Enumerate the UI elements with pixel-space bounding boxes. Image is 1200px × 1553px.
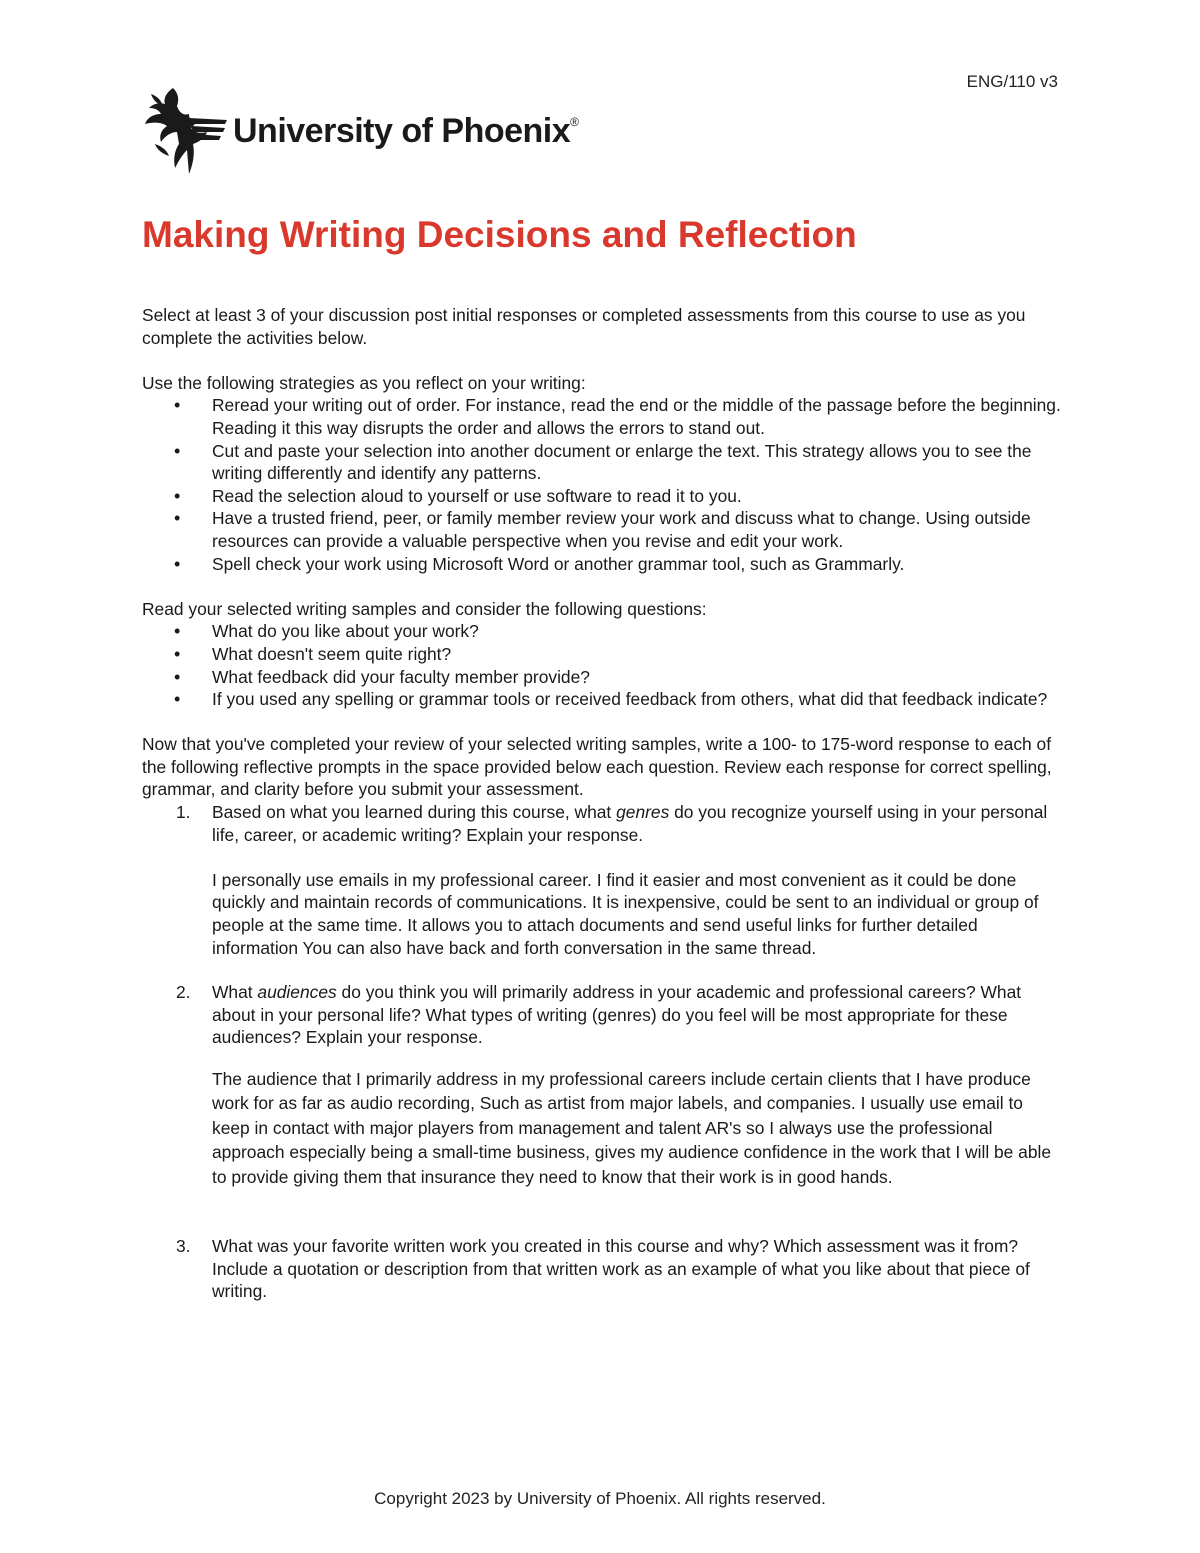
answer-text: The audience that I primarily address in my professional careers include certain clients that I have produce work for as far as audio recording, Such as artist from major labels, and companies. I usually use email to keep in contact with major players from management and talent AR's so I always use the professional approach especially being a small-time business, gives my audience confidence in the work that I will be able to provide giving them that insurance they need to know that their work is in good hands.	[212, 1069, 1052, 1187]
list-item: • Have a trusted friend, peer, or family member review your work and discuss what to change. Using outside resources can provide a valuable perspective when you revise and edit your work.	[142, 507, 1062, 552]
question-emphasis: genres	[616, 802, 670, 823]
questions-list	[142, 801, 1062, 1303]
instructions-paragraph: Now that you've completed your review of your selected writing samples, write a 100- to 175-word response to each of the following reflective prompts in the space provided below each question. Review each response for correct spelling, grammar, and clarity before you submit your assessment.	[142, 734, 1052, 800]
question-text: What audiences do you think you will primarily address in your academic and professional careers? What about in your personal life? What types of writing (genres) do you feel will be most appropriate for these audiences? Explain your response.	[212, 982, 1022, 1048]
copyright-footer: Copyright 2023 by University of Phoenix. All rights reserved.	[374, 1489, 826, 1508]
consider-lead: Read your selected writing samples and consider the following questions:	[142, 598, 707, 619]
question-number: 2.	[176, 982, 191, 1003]
question-text: What was your favorite written work you created in this course and why? Which assessment was it from? Include a quotation or description from that written work as an example of what you like about that piece of writing.	[212, 1236, 1030, 1302]
question-number: 1.	[176, 802, 191, 823]
question-2	[142, 981, 1062, 1189]
phoenix-bird-icon	[143, 84, 227, 178]
document-body	[142, 304, 1062, 1303]
list-item: • What doesn't seem quite right?	[142, 643, 1062, 666]
list-item: • Spell check your work using Microsoft Word or another grammar tool, such as Grammarly.	[142, 553, 1062, 576]
question-text: Based on what you learned during this course, what genres do you recognize yourself using in your personal life, career, or academic writing? Explain your response.	[212, 802, 1048, 845]
intro-paragraph: Select at least 3 of your discussion post initial responses or completed assessments from this course to use as you complete the activities below.	[142, 305, 1026, 348]
page-title: Making Writing Decisions and Reflection	[142, 214, 857, 255]
course-code: ENG/110 v3	[966, 72, 1058, 91]
answer-text: I personally use emails in my professional career. I find it easier and most convenient as it could be done quickly and maintain records of communications. It is inexpensive, could be sent to an individual or group of people at the same time. It allows you to attach documents and send useful links for further detailed information You can also have back and forth conversation in the same thread.	[212, 869, 1039, 958]
consider-list	[142, 620, 1062, 710]
list-item: • What feedback did your faculty member provide?	[142, 666, 1062, 689]
list-item: • Cut and paste your selection into another document or enlarge the text. This strategy allows you to see the writing differently and identify any patterns.	[142, 440, 1062, 485]
list-item: • Read the selection aloud to yourself or use software to read it to you.	[142, 485, 1062, 508]
list-item: • If you used any spelling or grammar tools or received feedback from others, what did that feedback indicate?	[142, 688, 1062, 711]
logo-name: University of Phoenix	[233, 112, 571, 150]
university-logo	[143, 84, 579, 180]
question-number: 3.	[176, 1236, 191, 1257]
list-item: • What do you like about your work?	[142, 620, 1062, 643]
registered-mark: ®	[570, 114, 579, 129]
question-emphasis: audiences	[257, 982, 337, 1003]
list-item: • Reread your writing out of order. For instance, read the end or the middle of the passage before the beginning. Reading it this way disrupts the order and allows the errors to stand out.	[142, 394, 1062, 439]
question-1	[142, 801, 1062, 959]
strategies-list	[142, 394, 1062, 575]
question-3	[142, 1235, 1062, 1303]
strategies-lead: Use the following strategies as you reflect on your writing:	[142, 372, 586, 393]
logo-wordmark	[233, 112, 578, 151]
